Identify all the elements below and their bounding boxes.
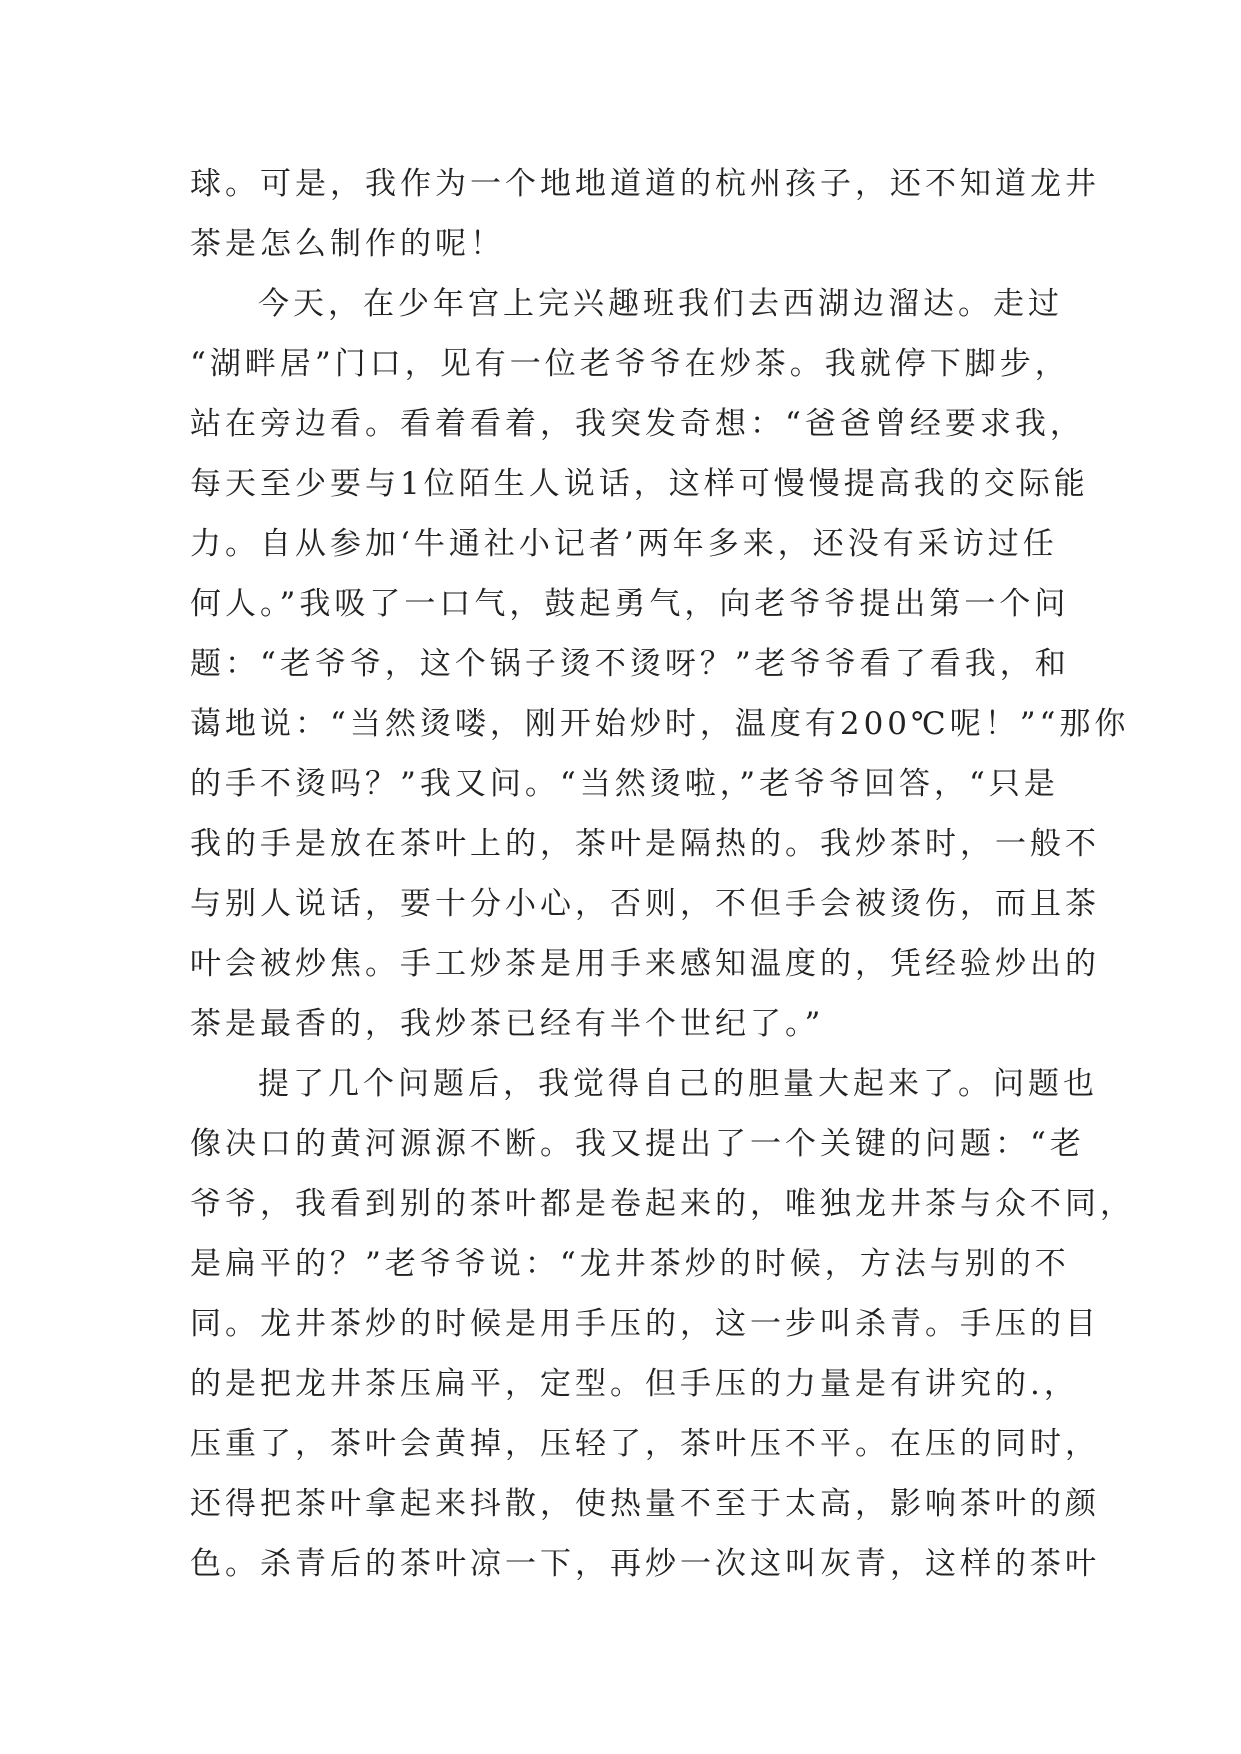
text-line-7: 力。自从参加‘牛通社小记者’两年多来，还没有采访过任 [190, 526, 1058, 562]
text-line-9: 题：“老爷爷，这个锅子烫不烫呀？”老爷爷看了看我，和 [190, 646, 1070, 682]
text-line-21: 的是把龙井茶压扁平，定型。但手压的力量是有讲究的.， [190, 1366, 1079, 1402]
text-line-23: 还得把茶叶拿起来抖散，使热量不至于太高，影响茶叶的颜 [190, 1486, 1100, 1522]
text-line-13: 与别人说话，要十分小心，否则，不但手会被烫伤，而且茶 [190, 886, 1100, 922]
text-line-12: 我的手是放在茶叶上的，茶叶是隔热的。我炒茶时，一般不 [190, 826, 1100, 862]
text-line-14: 叶会被炒焦。手工炒茶是用手来感知温度的，凭经验炒出的 [190, 946, 1100, 982]
text-line-18: 爷爷，我看到别的茶叶都是卷起来的，唯独龙井茶与众不同， [190, 1186, 1135, 1222]
text-line-22: 压重了，茶叶会黄掉，压轻了，茶叶压不平。在压的同时， [190, 1426, 1100, 1462]
text-line-24: 色。杀青后的茶叶凉一下，再炒一次这叫灰青，这样的茶叶 [190, 1546, 1100, 1582]
text-line-10: 蔼地说：“当然烫喽，刚开始炒时，温度有200℃呢！”“那你 [190, 706, 1130, 742]
text-line-5: 站在旁边看。看着看着，我突发奇想：“爸爸曾经要求我， [190, 406, 1085, 442]
text-line-16: 提了几个问题后，我觉得自己的胆量大起来了。问题也 [258, 1066, 1098, 1102]
text-line-1: 球。可是，我作为一个地地道道的杭州孩子，还不知道龙井 [190, 166, 1100, 202]
document-body [190, 154, 1135, 1594]
text-line-8: 何人。”我吸了一口气，鼓起勇气，向老爷爷提出第一个问 [190, 586, 1070, 622]
text-line-17: 像决口的黄河源源不断。我又提出了一个关键的问题：“老 [190, 1126, 1085, 1162]
text-line-19: 是扁平的？”老爷爷说：“龙井茶炒的时候，方法与别的不 [190, 1246, 1070, 1282]
text-line-4: “湖畔居”门口，见有一位老爷爷在炒茶。我就停下脚步， [190, 346, 1070, 382]
text-line-11: 的手不烫吗？”我又问。“当然烫啦，”老爷爷回答，“只是 [190, 766, 1059, 802]
text-line-6: 每天至少要与1位陌生人说话，这样可慢慢提高我的交际能 [190, 466, 1089, 502]
text-line-3: 今天，在少年宫上完兴趣班我们去西湖边溜达。走过 [258, 286, 1063, 322]
text-line-15: 茶是最香的，我炒茶已经有半个世纪了。” [190, 1006, 825, 1042]
text-line-20: 同。龙井茶炒的时候是用手压的，这一步叫杀青。手压的目 [190, 1306, 1100, 1342]
text-line-2: 茶是怎么制作的呢！ [190, 226, 505, 262]
